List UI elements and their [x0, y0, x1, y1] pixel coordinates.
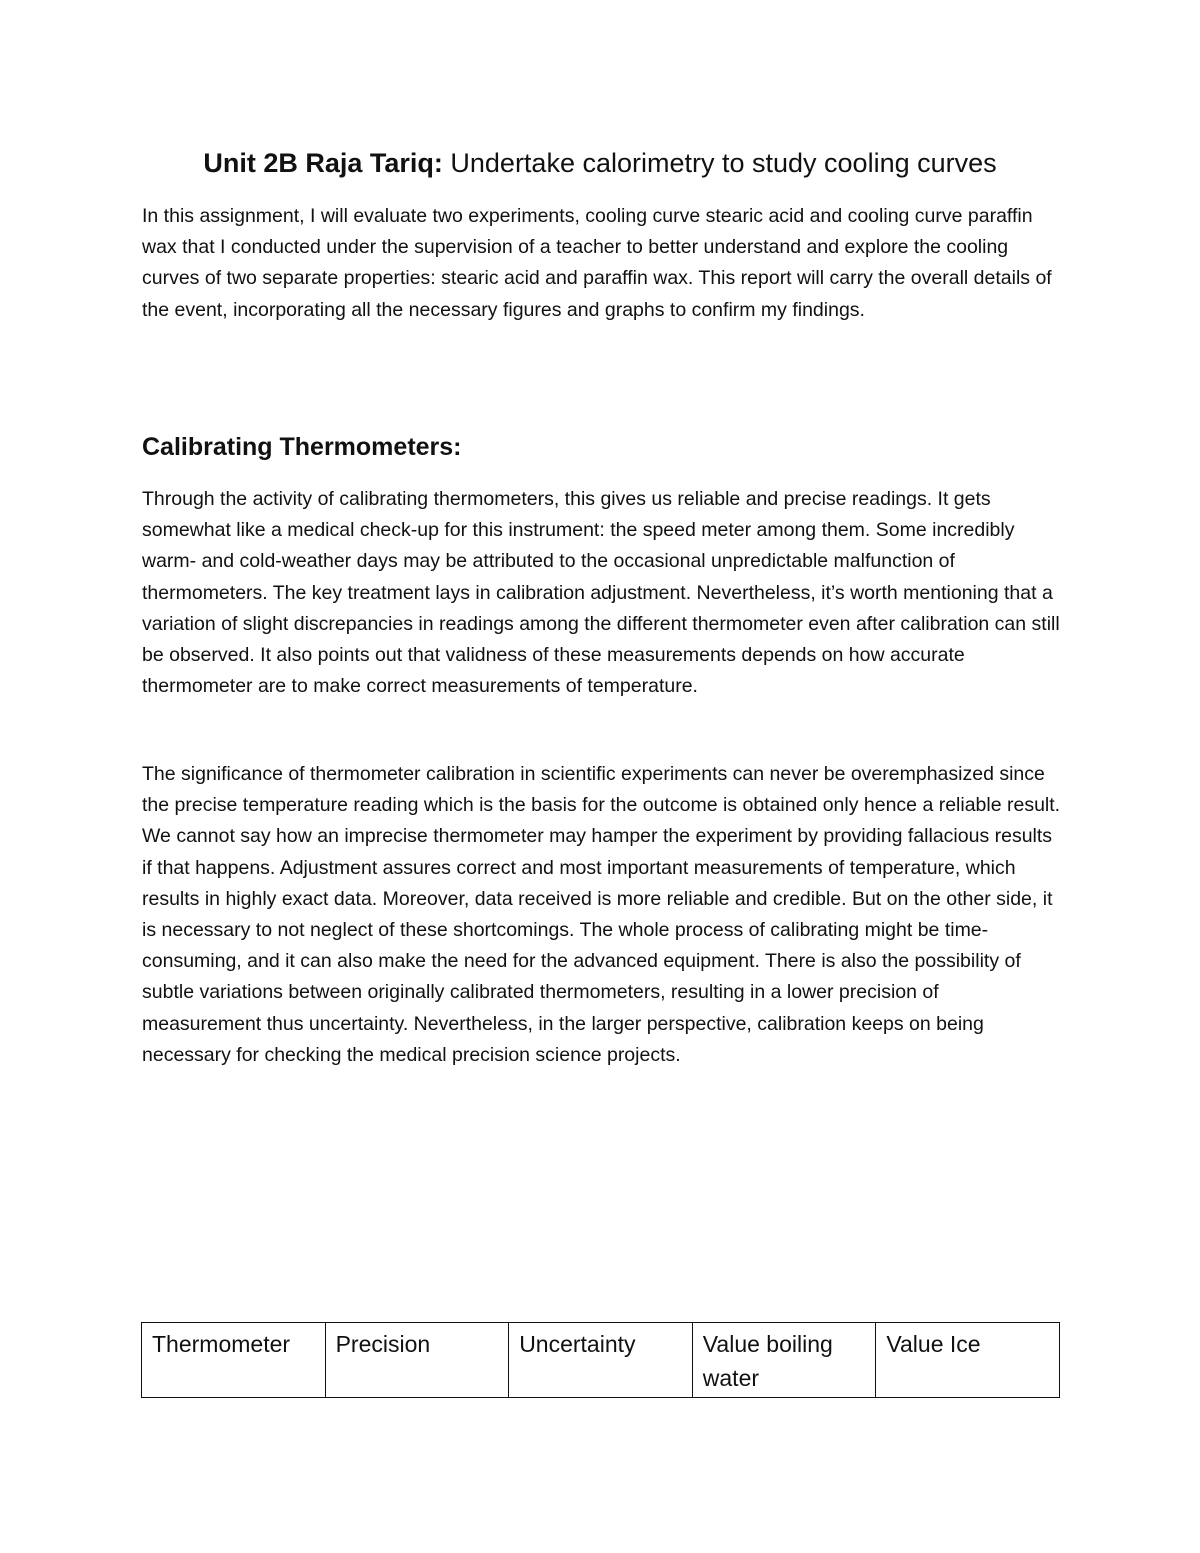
title-bold-part: Unit 2B Raja Tariq:	[203, 148, 443, 178]
title-rest-part: Undertake calorimetry to study cooling curves	[442, 148, 997, 178]
table-header-cell: Precision	[325, 1323, 509, 1398]
paragraph-calibration-1: Through the activity of calibrating thermometers, this gives us reliable and precise readings. It gets somewhat like a medical check-up for this instrument: the speed meter among them. Some incredibly warm- and cold-weather days may be attributed to the occasional unpredictable malfunction of thermometers. The key treatment lays in calibration adjustment. Nevertheless, it’s worth mentioning that a variation of slight discrepancies in readings among the different thermometer even after calibration can still be observed. It also points out that validness of these measurements depends on how accurate thermometer are to make correct measurements of temperature.	[142, 488, 1060, 698]
document-title	[140, 145, 1060, 181]
table-header-cell: Value boiling water	[692, 1323, 876, 1398]
thermometer-table	[141, 1322, 1060, 1398]
intro-paragraph: In this assignment, I will evaluate two experiments, cooling curve stearic acid and cooling curve paraffin wax that I conducted under the supervision of a teacher to better understand and explore the cooling curves of two separate properties: stearic acid and paraffin wax. This report will carry the overall details of the event, incorporating all the necessary figures and graphs to confirm my findings.	[142, 205, 1052, 321]
section-heading: Calibrating Thermometers:	[142, 433, 462, 461]
table-header-cell: Value Ice	[876, 1323, 1060, 1398]
paragraph-calibration-2: The significance of thermometer calibration in scientific experiments can never be overemphasized since the precise temperature reading which is the basis for the outcome is obtained only hence a reliable result. We cannot say how an imprecise thermometer may hamper the experiment by providing fallacious results if that happens. Adjustment assures correct and most important measurements of temperature, which results in highly exact data. Moreover, data received is more reliable and credible. But on the other side, it is necessary to not neglect of these shortcomings. The whole process of calibrating might be time-consuming, and it can also make the need for the advanced equipment. There is also the possibility of subtle variations between originally calibrated thermometers, resulting in a lower precision of measurement thus uncertainty. Nevertheless, in the larger perspective, calibration keeps on being necessary for checking the medical precision science projects.	[142, 763, 1061, 1066]
table-header-cell: Uncertainty	[509, 1323, 693, 1398]
table-header-row	[142, 1323, 1060, 1398]
table-header-cell: Thermometer	[142, 1323, 326, 1398]
